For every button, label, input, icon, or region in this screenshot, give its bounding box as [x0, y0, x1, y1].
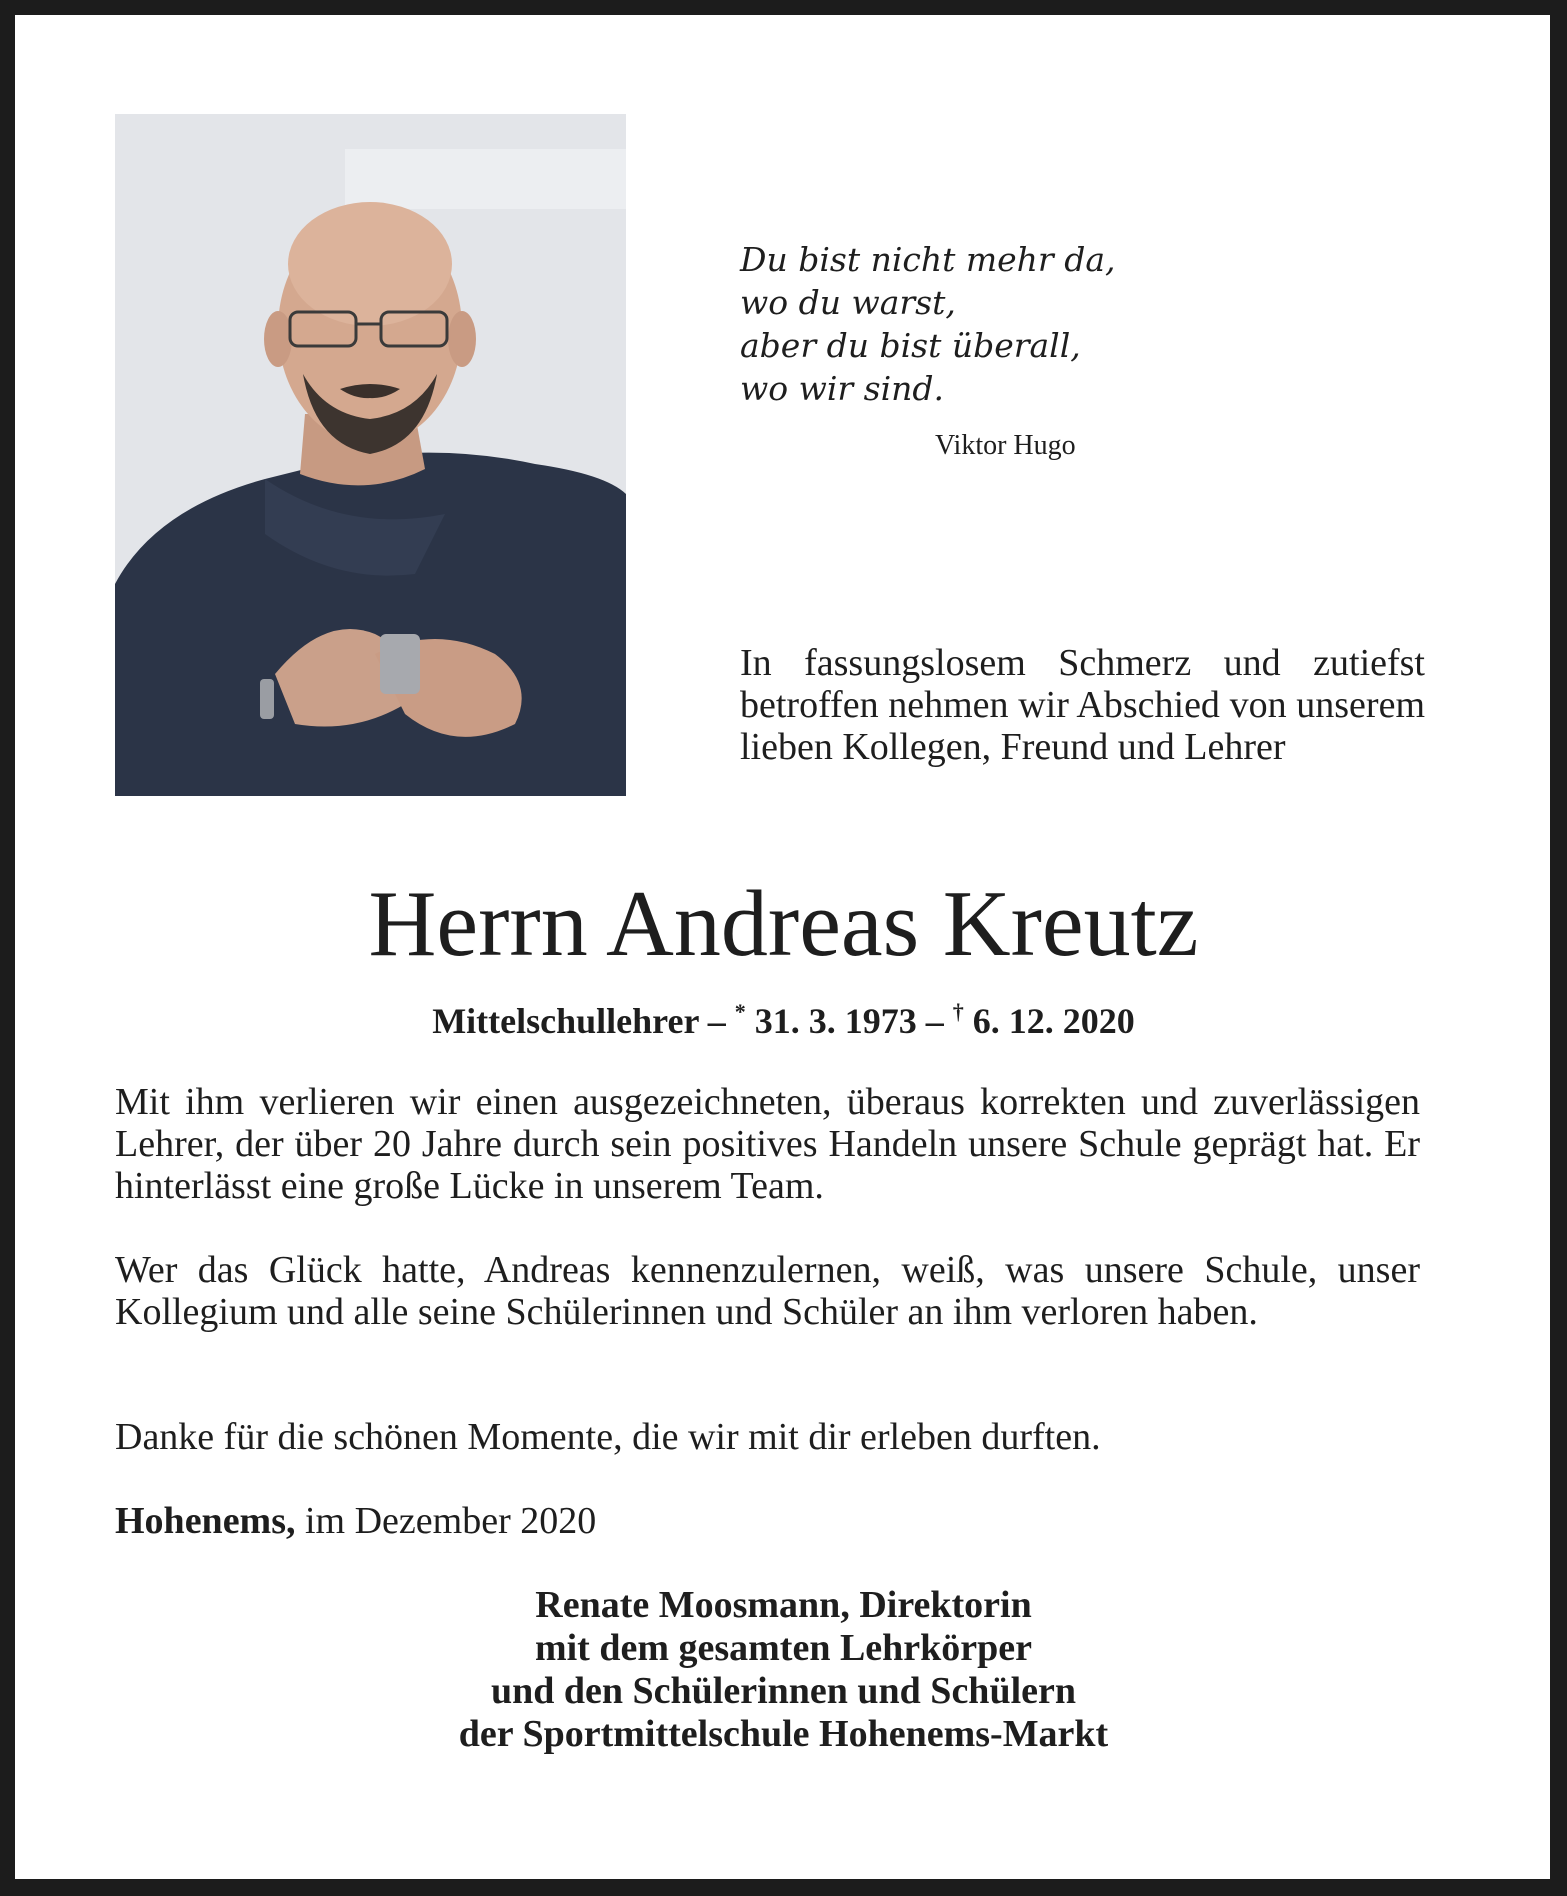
- quote-line: wo du warst,: [740, 283, 956, 322]
- signature-line: der Sportmittelschule Hohenems-Markt: [458, 1713, 1109, 1755]
- signature-line: Renate Moosmann, Direktorin: [535, 1584, 1032, 1626]
- paragraph: Wer das Glück hatte, Andreas kennenzulernen, weiß, was unsere Schule, unser Kollegium und alle seine Schülerinnen und Schüler an ihm verloren haben.: [115, 1249, 1420, 1333]
- profession: Mittelschullehrer: [432, 1001, 699, 1041]
- paragraph: Danke für die schönen Momente, die wir mit dir erleben durften.: [115, 1416, 1101, 1458]
- date: im Dezember 2020: [295, 1500, 597, 1542]
- portrait-photo: [115, 114, 626, 796]
- birth-date: 31. 3. 1973: [745, 1001, 917, 1041]
- signature-line: und den Schülerinnen und Schülern: [490, 1670, 1076, 1712]
- death-symbol: †: [952, 999, 964, 1024]
- signature-block: [0, 1584, 1567, 1756]
- intro-text: In fassungslosem Schmerz und zutiefst betroffen nehmen wir Abschied von unserem lieben Kollegen, Freund und Lehrer: [740, 642, 1425, 768]
- quote-line: Du bist nicht mehr da,: [740, 240, 1116, 279]
- birth-symbol: *: [734, 999, 746, 1024]
- quote: [740, 238, 1160, 410]
- paragraph: Mit ihm verlieren wir einen ausgezeichneten, überaus korrekten und zuverlässigen Lehrer, der über 20 Jahre durch sein positives Handeln unsere Schule geprägt hat. Er hinterlässt eine große Lücke in unserem Team.: [115, 1081, 1420, 1207]
- death-date: 6. 12. 2020: [963, 1001, 1135, 1041]
- place-date: [115, 1500, 596, 1542]
- dash: –: [698, 1001, 735, 1041]
- quote-author: Viktor Hugo: [935, 430, 1076, 461]
- deceased-name: Herrn Andreas Kreutz: [368, 872, 1199, 976]
- quote-line: wo wir sind.: [740, 369, 945, 408]
- quote-line: aber du bist überall,: [740, 326, 1081, 365]
- signature-line: mit dem gesamten Lehrkörper: [534, 1627, 1033, 1669]
- town: Hohenems,: [115, 1500, 296, 1542]
- dash: –: [916, 1001, 953, 1041]
- profession-dates: [0, 990, 1567, 1043]
